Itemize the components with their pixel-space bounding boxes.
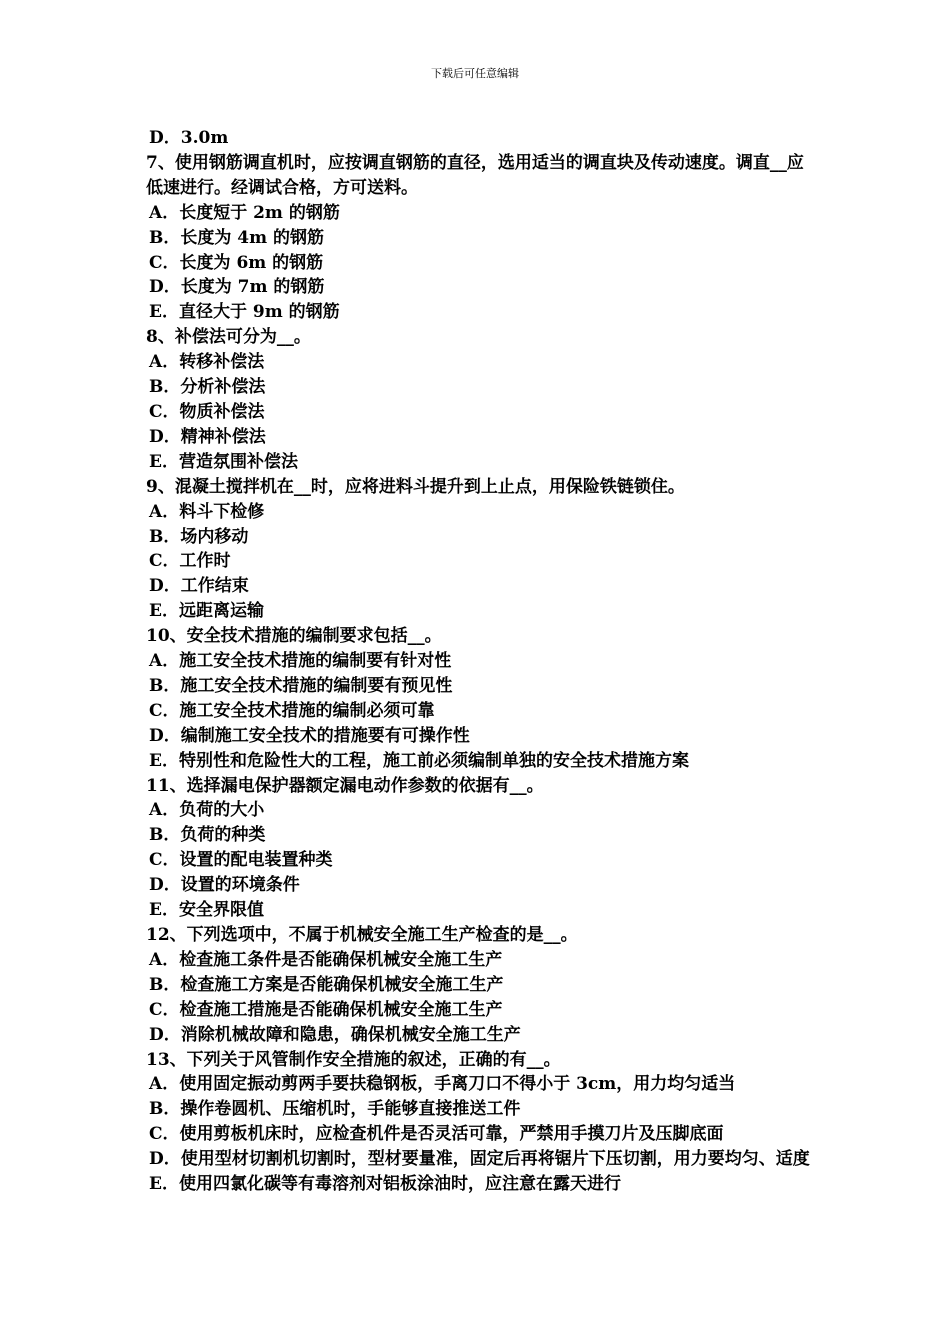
option-item: A．负荷的大小 bbox=[149, 800, 265, 821]
question-item: 10、安全技术措施的编制要求包括__。 bbox=[146, 626, 442, 647]
option-item: B．分析补偿法 bbox=[149, 377, 266, 398]
option-item: A．转移补偿法 bbox=[149, 352, 265, 373]
option-item: B．施工安全技术措施的编制要有预见性 bbox=[149, 675, 453, 696]
option-item: A．长度短于 2m 的钢筋 bbox=[149, 202, 340, 223]
option-item: D．精神补偿法 bbox=[149, 426, 266, 447]
question-item: 9、混凝土搅拌机在__时，应将进料斗提升到上止点，用保险铁链锁住。 bbox=[146, 476, 685, 497]
option-item: D．使用型材切割机切割时，型材要量准，固定后再将锯片下压切割，用力要均匀、适度 bbox=[149, 1149, 810, 1170]
option-item: E．远距离运输 bbox=[149, 601, 264, 622]
option-item: C．施工安全技术措施的编制必须可靠 bbox=[149, 700, 435, 721]
page-header-note: 下载后可任意编辑 bbox=[431, 67, 519, 80]
document-body bbox=[146, 126, 811, 1197]
option-item: E．营造氛围补偿法 bbox=[149, 451, 298, 472]
question-item: 12、下列选项中，不属于机械安全施工生产检查的是__。 bbox=[146, 925, 578, 945]
question-item: 13、下列关于风管制作安全措施的叙述，正确的有__。 bbox=[146, 1049, 561, 1070]
option-item: C．检查施工措施是否能确保机械安全施工生产 bbox=[149, 999, 503, 1020]
option-item: C．使用剪板机床时，应检查机件是否灵活可靠，严禁用手摸刀片及压脚底面 bbox=[149, 1124, 724, 1145]
option-item: A．使用固定振动剪两手要扶稳钢板，手离刀口不得小于 3cm，用力均匀适当 bbox=[149, 1074, 736, 1095]
option-item: D．工作结束 bbox=[149, 576, 249, 597]
option-item: B．场内移动 bbox=[149, 526, 249, 547]
option-item: B．长度为 4m 的钢筋 bbox=[149, 227, 325, 248]
option-item: C．长度为 6m 的钢筋 bbox=[149, 252, 324, 273]
option-item: E．使用四氯化碳等有毒溶剂对铝板涂油时，应注意在露天进行 bbox=[149, 1174, 621, 1195]
option-item: A．料斗下检修 bbox=[149, 501, 265, 522]
option-item: C．设置的配电装置种类 bbox=[149, 850, 333, 871]
option-item: D．编制施工安全技术的措施要有可操作性 bbox=[149, 725, 470, 746]
option-item: E．安全界限值 bbox=[149, 900, 264, 921]
option-item: A．检查施工条件是否能确保机械安全施工生产 bbox=[149, 949, 503, 970]
option-item: C．工作时 bbox=[149, 551, 231, 572]
option-item: B．操作卷圆机、压缩机时，手能够直接推送工件 bbox=[149, 1099, 521, 1120]
question-item: 7、使用钢筋调直机时，应按调直钢筋的直径，选用适当的调直块及传动速度。调直__应低速进行。经调试合格，方可送料。 bbox=[146, 152, 804, 198]
question-item: 11、选择漏电保护器额定漏电动作参数的依据有__。 bbox=[146, 775, 544, 796]
option-item: A．施工安全技术措施的编制要有针对性 bbox=[149, 651, 452, 672]
option-item: B．检查施工方案是否能确保机械安全施工生产 bbox=[149, 974, 504, 995]
option-item: D．消除机械故障和隐患，确保机械安全施工生产 bbox=[149, 1024, 521, 1045]
option-item: D．设置的环境条件 bbox=[149, 875, 300, 896]
option-item: E．特别性和危险性大的工程，施工前必须编制单独的安全技术措施方案 bbox=[149, 750, 689, 771]
question-item: 8、补偿法可分为__。 bbox=[146, 327, 311, 348]
option-item: D．3.0m bbox=[149, 128, 229, 148]
option-item: C．物质补偿法 bbox=[149, 401, 265, 422]
option-item: B．负荷的种类 bbox=[149, 825, 266, 846]
option-item: D．长度为 7m 的钢筋 bbox=[149, 277, 325, 298]
option-item: E．直径大于 9m 的钢筋 bbox=[149, 302, 340, 323]
